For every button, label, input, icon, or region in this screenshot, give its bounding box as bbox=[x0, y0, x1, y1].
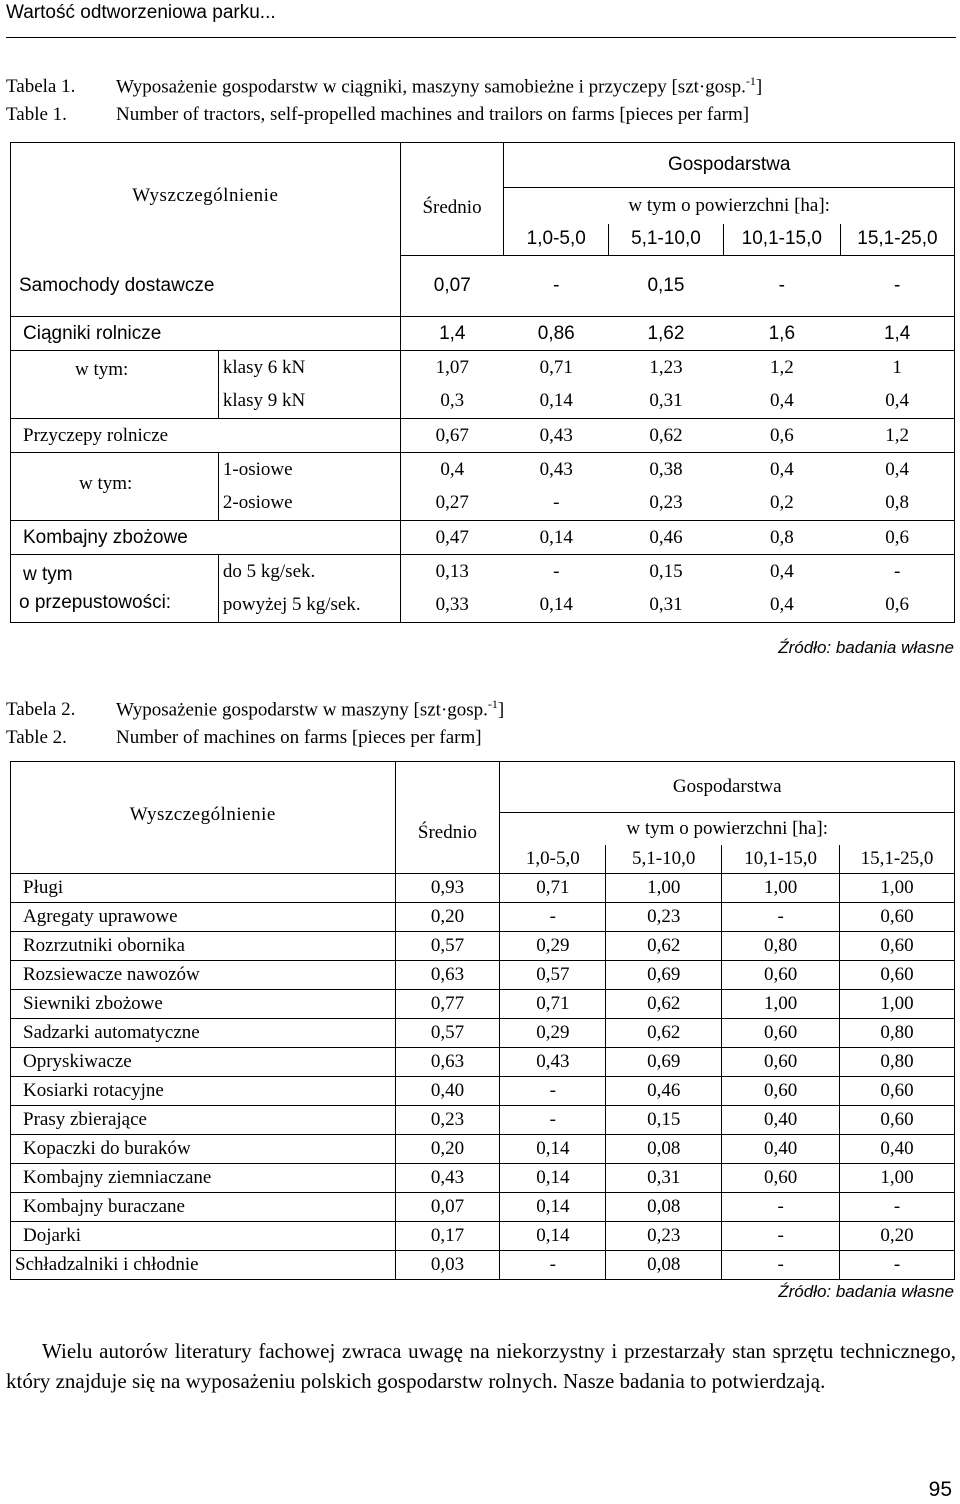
cell: 0,15 bbox=[609, 256, 724, 317]
cell: 0,57 bbox=[395, 1019, 500, 1048]
cell: 0,31 bbox=[609, 385, 724, 419]
table1-title-sup: -1 bbox=[745, 74, 756, 88]
cell: 0,86 bbox=[504, 317, 609, 351]
cell: 1,07 bbox=[435, 356, 469, 378]
table2-caption bbox=[6, 690, 504, 752]
cell: 0,62 bbox=[606, 990, 722, 1019]
table-row bbox=[11, 1106, 955, 1135]
table1-row-tractors-6kn bbox=[11, 351, 955, 385]
cell: 0,71 bbox=[500, 874, 606, 903]
cell: - bbox=[840, 1251, 955, 1280]
table1-header-row bbox=[11, 143, 955, 188]
table-row bbox=[11, 1048, 955, 1077]
table2-title-en: Number of machines on farms [pieces per farm] bbox=[116, 727, 482, 749]
table1-title-en: Number of tractors, self-propelled machines and trailors on farms [pieces per farm] bbox=[116, 104, 750, 126]
cell: 0,69 bbox=[606, 1048, 722, 1077]
row-label: Kombajny buraczane bbox=[11, 1193, 396, 1222]
cell: 0,20 bbox=[395, 1135, 500, 1164]
body-paragraph: Wielu autorów literatury fachowej zwraca uwagę na niekorzystny i przestarzały stan sprzętu technicznego, który znajduje się na wyposażeniu polskich gospodarstw rolnych. Nasze badania to potwierdzają. bbox=[6, 1339, 956, 1393]
cell: 0,40 bbox=[840, 1135, 955, 1164]
cell: 0,47 bbox=[400, 521, 504, 555]
table2-label-en: Table 2. bbox=[6, 727, 67, 749]
header-rule bbox=[6, 37, 956, 38]
cell: - bbox=[722, 903, 840, 932]
table1-source: Źródło: badania własne bbox=[778, 638, 954, 657]
cell: 1,00 bbox=[606, 874, 722, 903]
table1-avg-header: Średnio bbox=[400, 143, 504, 256]
cell: 0,08 bbox=[606, 1251, 722, 1280]
table1-range-4: 15,1-25,0 bbox=[840, 224, 954, 256]
cell: 1,2 bbox=[769, 356, 794, 378]
cell: 0,57 bbox=[395, 932, 500, 961]
row-label: do 5 kg/sek. bbox=[218, 555, 400, 589]
cell: 0,63 bbox=[395, 961, 500, 990]
table-row bbox=[11, 1077, 955, 1106]
cell: 0,60 bbox=[722, 961, 840, 990]
row-label: Rozrzutniki obornika bbox=[11, 932, 396, 961]
table1-title-end: ] bbox=[755, 76, 763, 98]
cell: 0,40 bbox=[395, 1077, 500, 1106]
cell: 0,14 bbox=[504, 385, 609, 419]
table1-caption bbox=[6, 67, 762, 129]
cell: 1,00 bbox=[840, 990, 955, 1019]
cell: - bbox=[840, 555, 954, 589]
cell: 0,6 bbox=[723, 419, 840, 453]
row-label: 1-osiowe bbox=[218, 453, 400, 487]
cell: 0,27 bbox=[400, 487, 504, 521]
table-row bbox=[11, 932, 955, 961]
cell: 0,20 bbox=[395, 903, 500, 932]
cell: 0,4 bbox=[840, 453, 954, 487]
table1 bbox=[10, 142, 955, 623]
cell: 0,57 bbox=[500, 961, 606, 990]
cell: 1 bbox=[840, 351, 954, 385]
table1-row-vans bbox=[11, 256, 955, 317]
page-number: 95 bbox=[928, 1478, 952, 1501]
cell: 1,00 bbox=[840, 874, 955, 903]
row-label: Schładzalniki i chłodnie bbox=[11, 1251, 396, 1280]
cell: 0,80 bbox=[722, 932, 840, 961]
cell: 0,93 bbox=[395, 874, 500, 903]
cell: 0,60 bbox=[840, 1106, 955, 1135]
cell: - bbox=[722, 1251, 840, 1280]
cell: 0,17 bbox=[395, 1222, 500, 1251]
row-label: Agregaty uprawowe bbox=[11, 903, 396, 932]
table2-area-header: w tym o powierzchni [ha]: bbox=[500, 813, 955, 846]
cell: 0,40 bbox=[722, 1135, 840, 1164]
cell: 0,14 bbox=[500, 1193, 606, 1222]
cell: 0,14 bbox=[500, 1164, 606, 1193]
cell: 0,46 bbox=[609, 521, 724, 555]
table-row bbox=[11, 1135, 955, 1164]
cell: 0,3 bbox=[400, 385, 504, 419]
cell: 0,07 bbox=[400, 256, 504, 317]
cell: - bbox=[504, 487, 609, 521]
cell: 0,77 bbox=[395, 990, 500, 1019]
cell: - bbox=[500, 1106, 606, 1135]
table1-range-3: 10,1-15,0 bbox=[723, 224, 840, 256]
table2-source: Źródło: badania własne bbox=[778, 1282, 954, 1301]
table-row bbox=[11, 1164, 955, 1193]
cell: 0,13 bbox=[435, 560, 469, 582]
cell: 1,00 bbox=[722, 874, 840, 903]
cell: - bbox=[553, 560, 560, 582]
table-row bbox=[11, 903, 955, 932]
running-header: Wartość odtworzeniowa parku... bbox=[6, 2, 276, 23]
table1-title-pl: Wyposażenie gospodarstw w ciągniki, maszyny samobieżne i przyczepy [szt·gosp. bbox=[116, 76, 746, 98]
table-row bbox=[11, 1222, 955, 1251]
table1-range-1: 1,0-5,0 bbox=[504, 224, 609, 256]
cell: 0,8 bbox=[723, 521, 840, 555]
group-label: w tym o przepustowości: bbox=[11, 555, 219, 623]
cell: 0,43 bbox=[539, 458, 573, 480]
cell: 1,00 bbox=[722, 990, 840, 1019]
cell: 0,60 bbox=[722, 1048, 840, 1077]
row-label: Ciągniki rolnicze bbox=[11, 317, 401, 351]
row-label: klasy 6 kN bbox=[218, 351, 400, 385]
table1-label-pl: Tabela 1. bbox=[6, 76, 76, 98]
cell: 0,60 bbox=[722, 1077, 840, 1106]
cell: - bbox=[840, 256, 954, 317]
cell: 0,03 bbox=[395, 1251, 500, 1280]
cell: 1,2 bbox=[840, 419, 954, 453]
cell: - bbox=[840, 1193, 955, 1222]
row-label: Sadzarki automatyczne bbox=[11, 1019, 396, 1048]
row-label: 2-osiowe bbox=[218, 487, 400, 521]
cell: 0,4 bbox=[723, 589, 840, 623]
table-row bbox=[11, 874, 955, 903]
table1-row-trailers-1axle bbox=[11, 453, 955, 487]
row-label: Kopaczki do buraków bbox=[11, 1135, 396, 1164]
row-label: Pługi bbox=[11, 874, 396, 903]
cell: 0,60 bbox=[840, 932, 955, 961]
cell: 0,6 bbox=[840, 589, 954, 623]
cell: 0,31 bbox=[606, 1164, 722, 1193]
row-label: Kosiarki rotacyjne bbox=[11, 1077, 396, 1106]
table1-row-combines-low bbox=[11, 555, 955, 589]
table-row bbox=[11, 961, 955, 990]
table2-title-sup: -1 bbox=[487, 697, 498, 711]
cell: 0,43 bbox=[504, 419, 609, 453]
cell: 0,63 bbox=[395, 1048, 500, 1077]
group-label: w tym: bbox=[11, 453, 219, 521]
row-label: Przyczepy rolnicze bbox=[11, 419, 401, 453]
cell: 0,23 bbox=[606, 903, 722, 932]
table2-title-pl: Wyposażenie gospodarstw w maszyny [szt·gosp. bbox=[116, 699, 488, 721]
row-label: powyżej 5 kg/sek. bbox=[218, 589, 400, 623]
cell: 0,71 bbox=[539, 356, 573, 378]
cell: 1,23 bbox=[649, 356, 683, 378]
cell: 0,2 bbox=[723, 487, 840, 521]
row-label: Kombajny ziemniaczane bbox=[11, 1164, 396, 1193]
cell: 0,4 bbox=[723, 385, 840, 419]
cell: 0,23 bbox=[606, 1222, 722, 1251]
cell: 0,14 bbox=[504, 521, 609, 555]
cell: 0,38 bbox=[649, 458, 683, 480]
cell: - bbox=[500, 1077, 606, 1106]
cell: 0,69 bbox=[606, 961, 722, 990]
cell: 1,00 bbox=[840, 1164, 955, 1193]
group-label: w tym: bbox=[11, 351, 219, 419]
cell: 0,60 bbox=[722, 1019, 840, 1048]
table2-body bbox=[11, 874, 955, 1280]
table-row bbox=[11, 990, 955, 1019]
cell: - bbox=[504, 256, 609, 317]
cell: 0,07 bbox=[395, 1193, 500, 1222]
cell: 0,31 bbox=[609, 589, 724, 623]
cell: 0,62 bbox=[606, 1019, 722, 1048]
cell: 0,23 bbox=[395, 1106, 500, 1135]
cell: 1,62 bbox=[609, 317, 724, 351]
cell: 0,46 bbox=[606, 1077, 722, 1106]
cell: 0,80 bbox=[840, 1019, 955, 1048]
row-label: Prasy zbierające bbox=[11, 1106, 396, 1135]
cell: - bbox=[500, 903, 606, 932]
table2-range-3: 10,1-15,0 bbox=[722, 845, 840, 874]
cell: 0,14 bbox=[500, 1222, 606, 1251]
cell: 1,6 bbox=[723, 317, 840, 351]
cell: 0,62 bbox=[606, 932, 722, 961]
cell: 0,23 bbox=[609, 487, 724, 521]
table-row bbox=[11, 1193, 955, 1222]
cell: 0,4 bbox=[769, 560, 794, 582]
table1-farms-header: Gospodarstwa bbox=[504, 143, 955, 188]
cell: - bbox=[722, 1193, 840, 1222]
row-label: klasy 9 kN bbox=[218, 385, 400, 419]
cell: 0,60 bbox=[840, 961, 955, 990]
cell: 0,08 bbox=[606, 1193, 722, 1222]
table2-farms-header: Gospodarstwa bbox=[500, 762, 955, 813]
table-row bbox=[11, 1251, 955, 1280]
table1-label-en: Table 1. bbox=[6, 104, 67, 126]
cell: 0,4 bbox=[769, 458, 794, 480]
cell: 0,8 bbox=[840, 487, 954, 521]
cell: 0,40 bbox=[722, 1106, 840, 1135]
table1-spec-header: Wyszczególnienie bbox=[11, 143, 401, 256]
table1-row-tractors bbox=[11, 317, 955, 351]
table2-title-end: ] bbox=[497, 699, 505, 721]
cell: 0,29 bbox=[500, 1019, 606, 1048]
cell: 0,14 bbox=[500, 1135, 606, 1164]
table2-spec-header: Wyszczególnienie bbox=[11, 762, 396, 874]
table2-range-2: 5,1-10,0 bbox=[606, 845, 722, 874]
table2 bbox=[10, 761, 955, 1280]
table1-area-header: w tym o powierzchni [ha]: bbox=[504, 188, 955, 224]
cell: 0,08 bbox=[606, 1135, 722, 1164]
table2-range-4: 15,1-25,0 bbox=[840, 845, 955, 874]
table-row bbox=[11, 1019, 955, 1048]
cell: 0,60 bbox=[722, 1164, 840, 1193]
table1-row-trailers bbox=[11, 419, 955, 453]
cell: 0,62 bbox=[609, 419, 724, 453]
table2-avg-header: Średnio bbox=[395, 762, 500, 874]
row-label: Dojarki bbox=[11, 1222, 396, 1251]
table1-row-combines bbox=[11, 521, 955, 555]
cell: 0,15 bbox=[649, 560, 683, 582]
cell: 0,4 bbox=[440, 458, 465, 480]
row-label: Rozsiewacze nawozów bbox=[11, 961, 396, 990]
cell: 1,4 bbox=[840, 317, 954, 351]
cell: - bbox=[722, 1222, 840, 1251]
cell: 0,60 bbox=[840, 903, 955, 932]
cell: 0,60 bbox=[840, 1077, 955, 1106]
cell: 0,33 bbox=[400, 589, 504, 623]
cell: 0,14 bbox=[504, 589, 609, 623]
cell: 0,43 bbox=[395, 1164, 500, 1193]
cell: 0,6 bbox=[840, 521, 954, 555]
cell: 0,67 bbox=[400, 419, 504, 453]
row-label: Samochody dostawcze bbox=[11, 256, 219, 317]
cell: 0,20 bbox=[840, 1222, 955, 1251]
cell: - bbox=[500, 1251, 606, 1280]
cell: 0,71 bbox=[500, 990, 606, 1019]
row-label: Siewniki zbożowe bbox=[11, 990, 396, 1019]
row-label: Kombajny zbożowe bbox=[11, 521, 401, 555]
row-label: Opryskiwacze bbox=[11, 1048, 396, 1077]
cell: 0,80 bbox=[840, 1048, 955, 1077]
cell: 0,4 bbox=[840, 385, 954, 419]
table2-label-pl: Tabela 2. bbox=[6, 699, 76, 721]
cell: 1,4 bbox=[400, 317, 504, 351]
cell: - bbox=[723, 256, 840, 317]
cell: 0,29 bbox=[500, 932, 606, 961]
cell: 0,43 bbox=[500, 1048, 606, 1077]
table1-range-2: 5,1-10,0 bbox=[609, 224, 724, 256]
table2-range-1: 1,0-5,0 bbox=[500, 845, 606, 874]
cell: 0,15 bbox=[606, 1106, 722, 1135]
